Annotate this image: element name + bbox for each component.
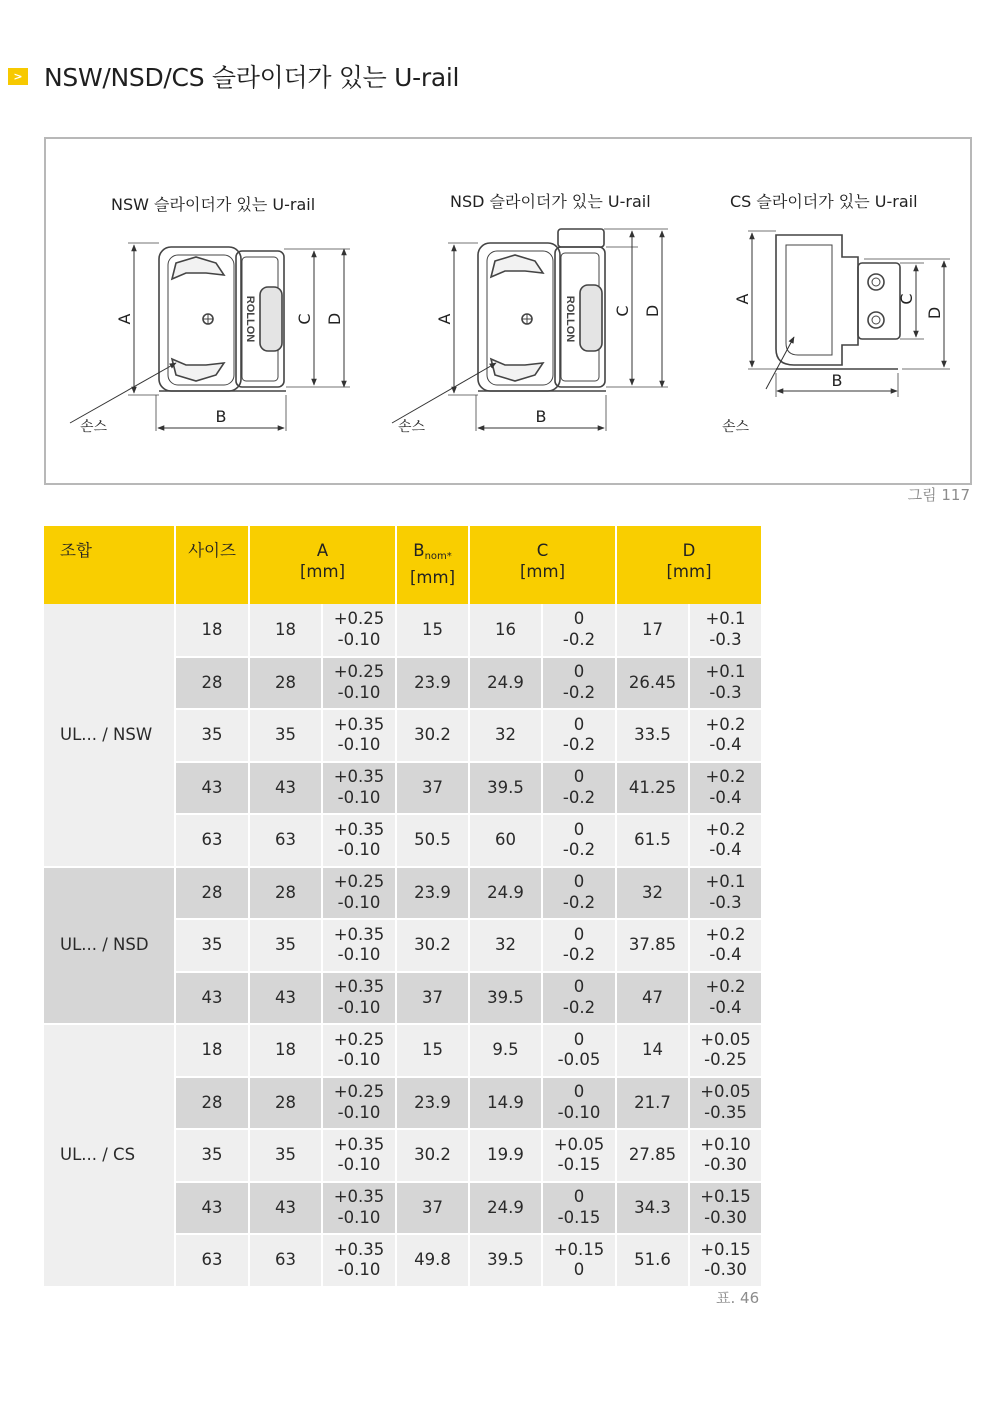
cell-c-tolerance-upper: 0 (573, 819, 585, 839)
cell-a-tolerance-upper: +0.35 (333, 714, 385, 734)
cell-c-tolerance (542, 919, 616, 972)
cell-c-tolerance-lower: -0.10 (557, 1102, 601, 1122)
cell-size: 35 (175, 709, 249, 762)
cell-a: 63 (249, 814, 322, 867)
cell-a-tolerance-lower: -0.10 (337, 682, 381, 702)
cell-d-tolerance-lower: -0.25 (704, 1050, 747, 1070)
cell-size: 28 (175, 657, 249, 710)
cell-a-tolerance-lower: -0.10 (337, 892, 381, 912)
cell-c: 16 (469, 604, 542, 657)
cell-b: 23.9 (396, 1077, 469, 1130)
cell-d: 21.7 (616, 1077, 689, 1130)
drawing-cs (748, 231, 950, 397)
cell-c-tolerance (542, 814, 616, 867)
cell-b: 37 (396, 1182, 469, 1235)
cell-d: 32 (616, 867, 689, 920)
cell-size: 18 (175, 1024, 249, 1077)
cell-a-tolerance-lower: -0.10 (337, 787, 381, 807)
cell-c: 32 (469, 919, 542, 972)
table-row (44, 604, 762, 657)
dim-c-nsd: C (613, 305, 632, 317)
cell-d-tolerance-upper: +0.10 (700, 1134, 751, 1154)
dim-d-cs: D (925, 306, 944, 320)
cell-d-tolerance-lower: -0.35 (704, 1102, 747, 1122)
header-c: C [mm] (469, 526, 616, 604)
cell-a-tolerance-lower: -0.10 (337, 1050, 381, 1070)
cell-a: 18 (249, 1024, 322, 1077)
cell-a: 28 (249, 1077, 322, 1130)
cell-d-tolerance-upper: +0.1 (705, 662, 746, 682)
cell-d: 47 (616, 972, 689, 1025)
cell-a: 35 (249, 1129, 322, 1182)
cell-c-tolerance (542, 604, 616, 657)
cell-c-tolerance (542, 657, 616, 710)
cell-d-tolerance-lower: -0.3 (709, 629, 742, 649)
cell-c-tolerance-lower: 0 (573, 1260, 585, 1280)
cell-a-tolerance-upper: +0.35 (333, 1239, 385, 1259)
cell-d-tolerance (689, 657, 762, 710)
cell-b: 15 (396, 604, 469, 657)
dimension-table (44, 526, 763, 1288)
cell-d-tolerance (689, 972, 762, 1025)
cell-d-tolerance-upper: +0.2 (705, 714, 746, 734)
cell-b: 23.9 (396, 657, 469, 710)
cell-a: 35 (249, 709, 322, 762)
cell-c-tolerance-lower: -0.2 (562, 629, 596, 649)
cell-a-tolerance (322, 762, 396, 815)
cell-d-tolerance (689, 919, 762, 972)
cell-a-tolerance (322, 1234, 396, 1287)
dim-a-cs: A (733, 293, 752, 305)
cell-a-tolerance-upper: +0.25 (333, 609, 385, 629)
cell-c-tolerance (542, 1234, 616, 1287)
cell-b: 30.2 (396, 709, 469, 762)
cell-b: 49.8 (396, 1234, 469, 1287)
cell-c-tolerance-lower: -0.2 (562, 945, 596, 965)
figure-label-nsw: NSW 슬라이더가 있는 U-rail (111, 195, 316, 214)
cell-c: 14.9 (469, 1077, 542, 1130)
cell-c: 24.9 (469, 867, 542, 920)
cell-c-tolerance-lower: -0.2 (562, 997, 596, 1017)
cell-a: 43 (249, 762, 322, 815)
cell-c: 24.9 (469, 1182, 542, 1235)
cell-size: 63 (175, 1234, 249, 1287)
cell-a-tolerance (322, 919, 396, 972)
cell-size: 63 (175, 814, 249, 867)
cell-c-tolerance-upper: 0 (573, 714, 585, 734)
cell-a: 18 (249, 604, 322, 657)
callout-cs: 손스 (722, 419, 750, 435)
cell-c: 32 (469, 709, 542, 762)
cell-d-tolerance (689, 709, 762, 762)
cell-c: 60 (469, 814, 542, 867)
dim-d-nsd: D (643, 304, 662, 318)
cell-c-tolerance-lower: -0.2 (562, 892, 596, 912)
cell-b: 50.5 (396, 814, 469, 867)
cell-a: 28 (249, 657, 322, 710)
table-body (44, 604, 762, 1287)
page-title-text: NSW/NSD/CS 슬라이더가 있는 U-rail (44, 63, 460, 92)
cell-c-tolerance (542, 1077, 616, 1130)
dim-b-nsd: B (535, 407, 547, 426)
chevron-right-icon: > (8, 68, 28, 85)
cell-a-tolerance-lower: -0.10 (337, 1102, 381, 1122)
figure-caption: 그림 117 (907, 486, 970, 504)
cell-d: 37.85 (616, 919, 689, 972)
cell-d-tolerance-lower: -0.4 (709, 840, 742, 860)
cell-d-tolerance-upper: +0.05 (700, 1082, 751, 1102)
cell-size: 43 (175, 972, 249, 1025)
cell-b: 37 (396, 762, 469, 815)
cell-b: 23.9 (396, 867, 469, 920)
cell-c-tolerance-lower: -0.15 (557, 1207, 601, 1227)
cell-c-tolerance (542, 762, 616, 815)
page-title (8, 60, 459, 92)
cell-d: 61.5 (616, 814, 689, 867)
rail-cross-section-drawings (46, 139, 970, 483)
drawing-nsw (128, 243, 350, 431)
cell-a: 28 (249, 867, 322, 920)
cell-d-tolerance (689, 1077, 762, 1130)
table-caption: 표. 46 (716, 1289, 760, 1307)
cell-d-tolerance-upper: +0.1 (705, 609, 746, 629)
cell-size: 43 (175, 1182, 249, 1235)
cell-a-tolerance-lower: -0.10 (337, 1207, 381, 1227)
cell-a-tolerance (322, 1077, 396, 1130)
cell-c: 24.9 (469, 657, 542, 710)
table-row (44, 1024, 762, 1077)
cell-c: 9.5 (469, 1024, 542, 1077)
cell-size: 18 (175, 604, 249, 657)
cell-c-tolerance (542, 972, 616, 1025)
header-d: D [mm] (616, 526, 762, 604)
cell-d: 17 (616, 604, 689, 657)
table-header-row (44, 526, 762, 604)
cell-d: 26.45 (616, 657, 689, 710)
dim-d-nsw: D (325, 312, 344, 326)
group-name: UL... / CS (44, 1024, 175, 1287)
header-b: $B_{nom*}$ [mm] (396, 526, 469, 604)
cell-a-tolerance-upper: +0.25 (333, 662, 385, 682)
cell-c: 39.5 (469, 762, 542, 815)
cell-c-tolerance-upper: 0 (573, 1082, 585, 1102)
cell-d-tolerance (689, 604, 762, 657)
cell-a-tolerance-lower: -0.10 (337, 1260, 381, 1280)
dim-a-nsw: A (115, 313, 134, 325)
cell-a-tolerance-lower: -0.10 (337, 945, 381, 965)
cell-c-tolerance (542, 867, 616, 920)
cell-d-tolerance-upper: +0.2 (705, 819, 746, 839)
table-row (44, 867, 762, 920)
header-size: 사이즈 (175, 526, 249, 604)
cell-a-tolerance-upper: +0.25 (333, 1029, 385, 1049)
cell-d-tolerance-lower: -0.4 (709, 735, 742, 755)
cell-c-tolerance-upper: 0 (573, 1187, 585, 1207)
logo-nsw: ROLLON (244, 295, 256, 343)
dim-c-nsw: C (295, 313, 314, 325)
cell-a: 63 (249, 1234, 322, 1287)
figure-label-nsd: NSD 슬라이더가 있는 U-rail (450, 192, 651, 211)
callout-nsw: 손스 (80, 419, 108, 435)
cell-d-tolerance-upper: +0.15 (700, 1239, 751, 1259)
cell-a-tolerance (322, 867, 396, 920)
cell-c: 39.5 (469, 972, 542, 1025)
cell-c-tolerance-upper: 0 (573, 872, 585, 892)
cell-d-tolerance-lower: -0.30 (704, 1207, 747, 1227)
cell-d: 34.3 (616, 1182, 689, 1235)
dim-a-nsd: A (435, 313, 454, 325)
cell-d-tolerance (689, 1234, 762, 1287)
cell-c-tolerance-lower: -0.15 (557, 1155, 601, 1175)
cell-a-tolerance (322, 604, 396, 657)
header-a: A [mm] (249, 526, 396, 604)
cell-d-tolerance (689, 1129, 762, 1182)
cell-size: 28 (175, 867, 249, 920)
cell-b: 30.2 (396, 1129, 469, 1182)
cell-a-tolerance-lower: -0.10 (337, 735, 381, 755)
dim-b-nsw: B (215, 407, 227, 426)
cell-a-tolerance-upper: +0.35 (333, 977, 385, 997)
cell-a-tolerance-upper: +0.35 (333, 1134, 385, 1154)
cell-a-tolerance-upper: +0.25 (333, 872, 385, 892)
cell-a: 43 (249, 1182, 322, 1235)
cell-size: 43 (175, 762, 249, 815)
cell-a-tolerance (322, 1182, 396, 1235)
cell-d-tolerance-lower: -0.30 (704, 1260, 747, 1280)
cell-c: 39.5 (469, 1234, 542, 1287)
cell-d-tolerance-upper: +0.15 (700, 1187, 751, 1207)
cell-c-tolerance-upper: 0 (573, 924, 585, 944)
cell-a-tolerance-upper: +0.35 (333, 819, 385, 839)
cell-a-tolerance-upper: +0.25 (333, 1082, 385, 1102)
cell-a-tolerance-upper: +0.35 (333, 767, 385, 787)
callout-nsd: 손스 (398, 419, 426, 435)
cell-c-tolerance (542, 1024, 616, 1077)
cell-d-tolerance-lower: -0.4 (709, 787, 742, 807)
dim-b-cs: B (831, 371, 843, 390)
cell-d-tolerance-lower: -0.30 (704, 1155, 747, 1175)
cell-d-tolerance-lower: -0.4 (709, 997, 742, 1017)
cell-d: 33.5 (616, 709, 689, 762)
cell-a-tolerance-lower: -0.10 (337, 1155, 381, 1175)
cell-d: 14 (616, 1024, 689, 1077)
cell-d-tolerance (689, 814, 762, 867)
cell-size: 28 (175, 1077, 249, 1130)
figure-label-cs: CS 슬라이더가 있는 U-rail (730, 192, 918, 211)
cell-a-tolerance (322, 814, 396, 867)
cell-c-tolerance-lower: -0.2 (562, 682, 596, 702)
cell-d-tolerance (689, 867, 762, 920)
header-combo: 조합 (44, 526, 175, 604)
cell-d-tolerance-lower: -0.4 (709, 945, 742, 965)
cell-b: 37 (396, 972, 469, 1025)
cell-a-tolerance-lower: -0.10 (337, 629, 381, 649)
dim-c-cs: C (897, 293, 916, 305)
group-name: UL... / NSD (44, 867, 175, 1025)
cell-d-tolerance (689, 762, 762, 815)
cell-d: 27.85 (616, 1129, 689, 1182)
logo-nsd: ROLLON (564, 295, 576, 343)
cell-c-tolerance (542, 1182, 616, 1235)
cell-d-tolerance-lower: -0.3 (709, 682, 742, 702)
cell-size: 35 (175, 1129, 249, 1182)
cell-size: 35 (175, 919, 249, 972)
cell-b: 30.2 (396, 919, 469, 972)
cell-d-tolerance (689, 1182, 762, 1235)
cell-a-tolerance-lower: -0.10 (337, 997, 381, 1017)
group-name: UL... / NSW (44, 604, 175, 867)
cell-c-tolerance (542, 709, 616, 762)
cell-d: 41.25 (616, 762, 689, 815)
cell-a-tolerance-lower: -0.10 (337, 840, 381, 860)
drawing-nsd (448, 229, 668, 431)
cell-d-tolerance-upper: +0.2 (705, 767, 746, 787)
cell-d-tolerance-upper: +0.2 (705, 977, 746, 997)
cell-c-tolerance-lower: -0.05 (557, 1050, 601, 1070)
cell-d-tolerance-lower: -0.3 (709, 892, 742, 912)
cell-a: 35 (249, 919, 322, 972)
cell-c-tolerance-lower: -0.2 (562, 735, 596, 755)
cell-a-tolerance-upper: +0.35 (333, 924, 385, 944)
cell-c-tolerance-upper: 0 (573, 1029, 585, 1049)
cell-d-tolerance-upper: +0.05 (700, 1029, 751, 1049)
cell-c-tolerance-lower: -0.2 (562, 787, 596, 807)
cell-d: 51.6 (616, 1234, 689, 1287)
cell-a-tolerance (322, 1024, 396, 1077)
cell-a: 43 (249, 972, 322, 1025)
cell-c-tolerance-upper: +0.05 (553, 1134, 605, 1154)
cell-c-tolerance-upper: 0 (573, 977, 585, 997)
cell-c: 19.9 (469, 1129, 542, 1182)
figure-panel (44, 137, 972, 485)
cell-d-tolerance-upper: +0.2 (705, 924, 746, 944)
cell-c-tolerance-upper: 0 (573, 767, 585, 787)
cell-a-tolerance (322, 1129, 396, 1182)
cell-d-tolerance-upper: +0.1 (705, 872, 746, 892)
cell-c-tolerance-upper: +0.15 (553, 1239, 605, 1259)
cell-c-tolerance-upper: 0 (573, 662, 585, 682)
cell-a-tolerance (322, 972, 396, 1025)
cell-a-tolerance (322, 709, 396, 762)
cell-a-tolerance-upper: +0.35 (333, 1187, 385, 1207)
cell-b: 15 (396, 1024, 469, 1077)
cell-c-tolerance-lower: -0.2 (562, 840, 596, 860)
cell-d-tolerance (689, 1024, 762, 1077)
cell-c-tolerance (542, 1129, 616, 1182)
cell-a-tolerance (322, 657, 396, 710)
cell-c-tolerance-upper: 0 (573, 609, 585, 629)
